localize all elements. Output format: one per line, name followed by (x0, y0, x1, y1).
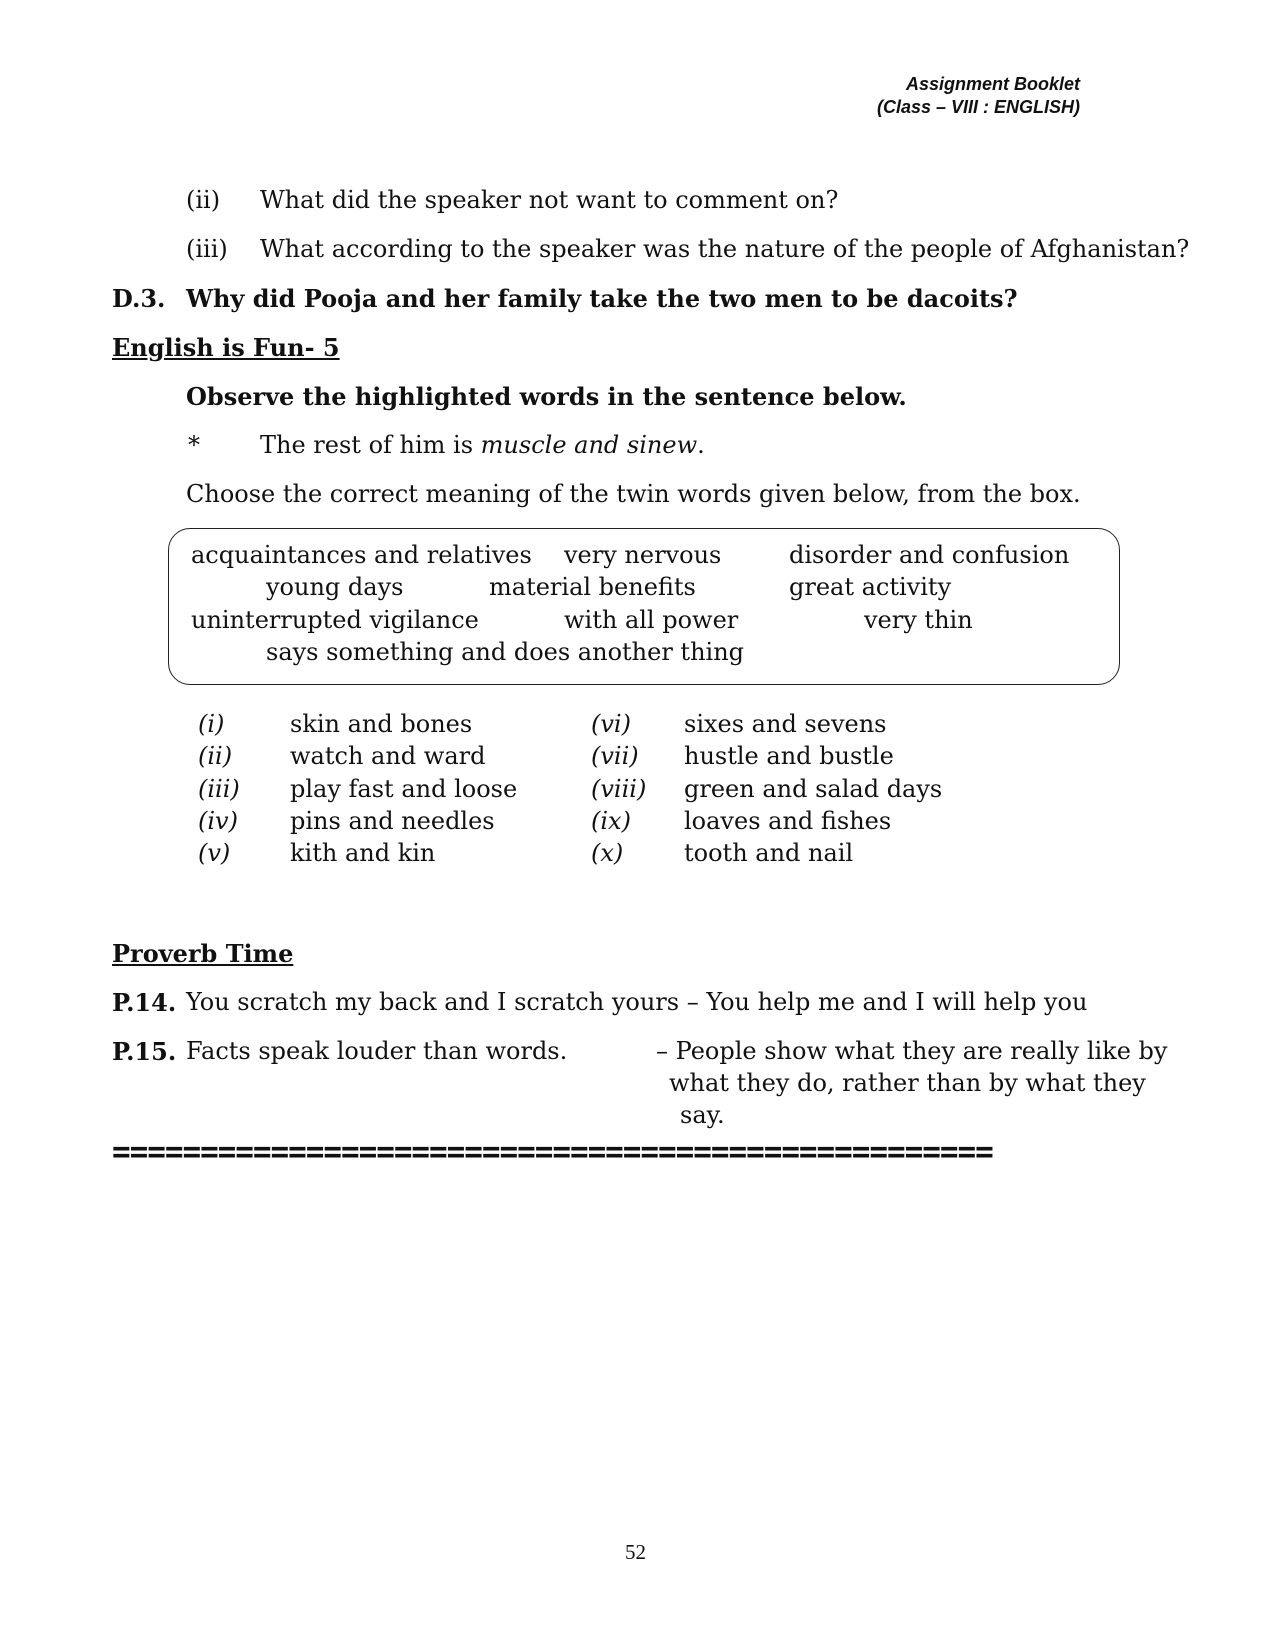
p14-text: You scratch my back and I scratch yours – You help me and I will help you (186, 988, 1088, 1016)
box-meaning: very nervous (564, 541, 722, 569)
item-number: (iii) (198, 775, 240, 803)
header-title: Assignment Booklet (905, 74, 1080, 94)
item-text: play fast and loose (290, 775, 518, 803)
box-meaning: great activity (789, 573, 952, 601)
item-number: (vi) (591, 710, 631, 738)
item-number: (v) (198, 839, 231, 867)
sentence-end: . (697, 431, 705, 459)
item-text: pins and needles (290, 807, 495, 835)
item-number: (iv) (198, 807, 238, 835)
item-text: tooth and nail (684, 839, 854, 867)
p15-text: Facts speak louder than words. (186, 1037, 568, 1065)
item-text: loaves and fishes (684, 807, 892, 835)
box-meaning: very thin (864, 606, 973, 634)
section-heading-fun: English is Fun- 5 (112, 333, 340, 362)
item-text: green and salad days (684, 775, 943, 803)
item-text: skin and bones (290, 710, 473, 738)
section-heading-proverb: Proverb Time (112, 939, 294, 968)
p14-label: P.14. (112, 988, 177, 1017)
sentence-plain: The rest of him is (260, 431, 481, 459)
example-sentence (260, 431, 705, 459)
p15-label: P.15. (112, 1037, 177, 1066)
item-text: hustle and bustle (684, 742, 894, 770)
box-meaning: says something and does another thing (266, 638, 745, 666)
bullet: * (188, 431, 200, 459)
page-number: 52 (625, 1540, 646, 1564)
item-number: (viii) (591, 775, 647, 803)
question-text: What did the speaker not want to comment on? (260, 186, 839, 214)
box-meaning: young days (266, 573, 404, 601)
box-meaning: uninterrupted vigilance (191, 606, 479, 634)
box-meaning: material benefits (489, 573, 696, 601)
item-text: watch and ward (290, 742, 486, 770)
d3-label: D.3. (112, 284, 166, 313)
item-number: (ii) (198, 742, 233, 770)
box-meaning: disorder and confusion (789, 541, 1070, 569)
meanings-box (168, 528, 1120, 685)
divider-line: ================================================== (112, 1134, 993, 1170)
item-text: sixes and sevens (684, 710, 887, 738)
box-meaning: acquaintances and relatives (191, 541, 532, 569)
item-number: (i) (198, 710, 225, 738)
p15-meaning-line: say. (680, 1101, 725, 1129)
question-number: (iii) (186, 235, 228, 263)
header-class: (Class – VIII : ENGLISH) (876, 97, 1080, 117)
d3-question: Why did Pooja and her family take the two men to be dacoits? (186, 284, 1018, 313)
question-number: (ii) (186, 186, 221, 214)
instruction: Observe the highlighted words in the sentence below. (186, 382, 907, 411)
item-number: (vii) (591, 742, 639, 770)
box-meaning: with all power (564, 606, 739, 634)
item-text: kith and kin (290, 839, 436, 867)
sentence-highlight: muscle and sinew (480, 431, 698, 459)
item-number: (x) (591, 839, 624, 867)
p15-meaning-line: what they do, rather than by what they (669, 1069, 1146, 1097)
p15-meaning-line: – People show what they are really like by (656, 1037, 1168, 1065)
choose-instruction: Choose the correct meaning of the twin words given below, from the box. (186, 480, 1081, 508)
question-text: What according to the speaker was the nature of the people of Afghanistan? (260, 235, 1190, 263)
item-number: (ix) (591, 807, 631, 835)
